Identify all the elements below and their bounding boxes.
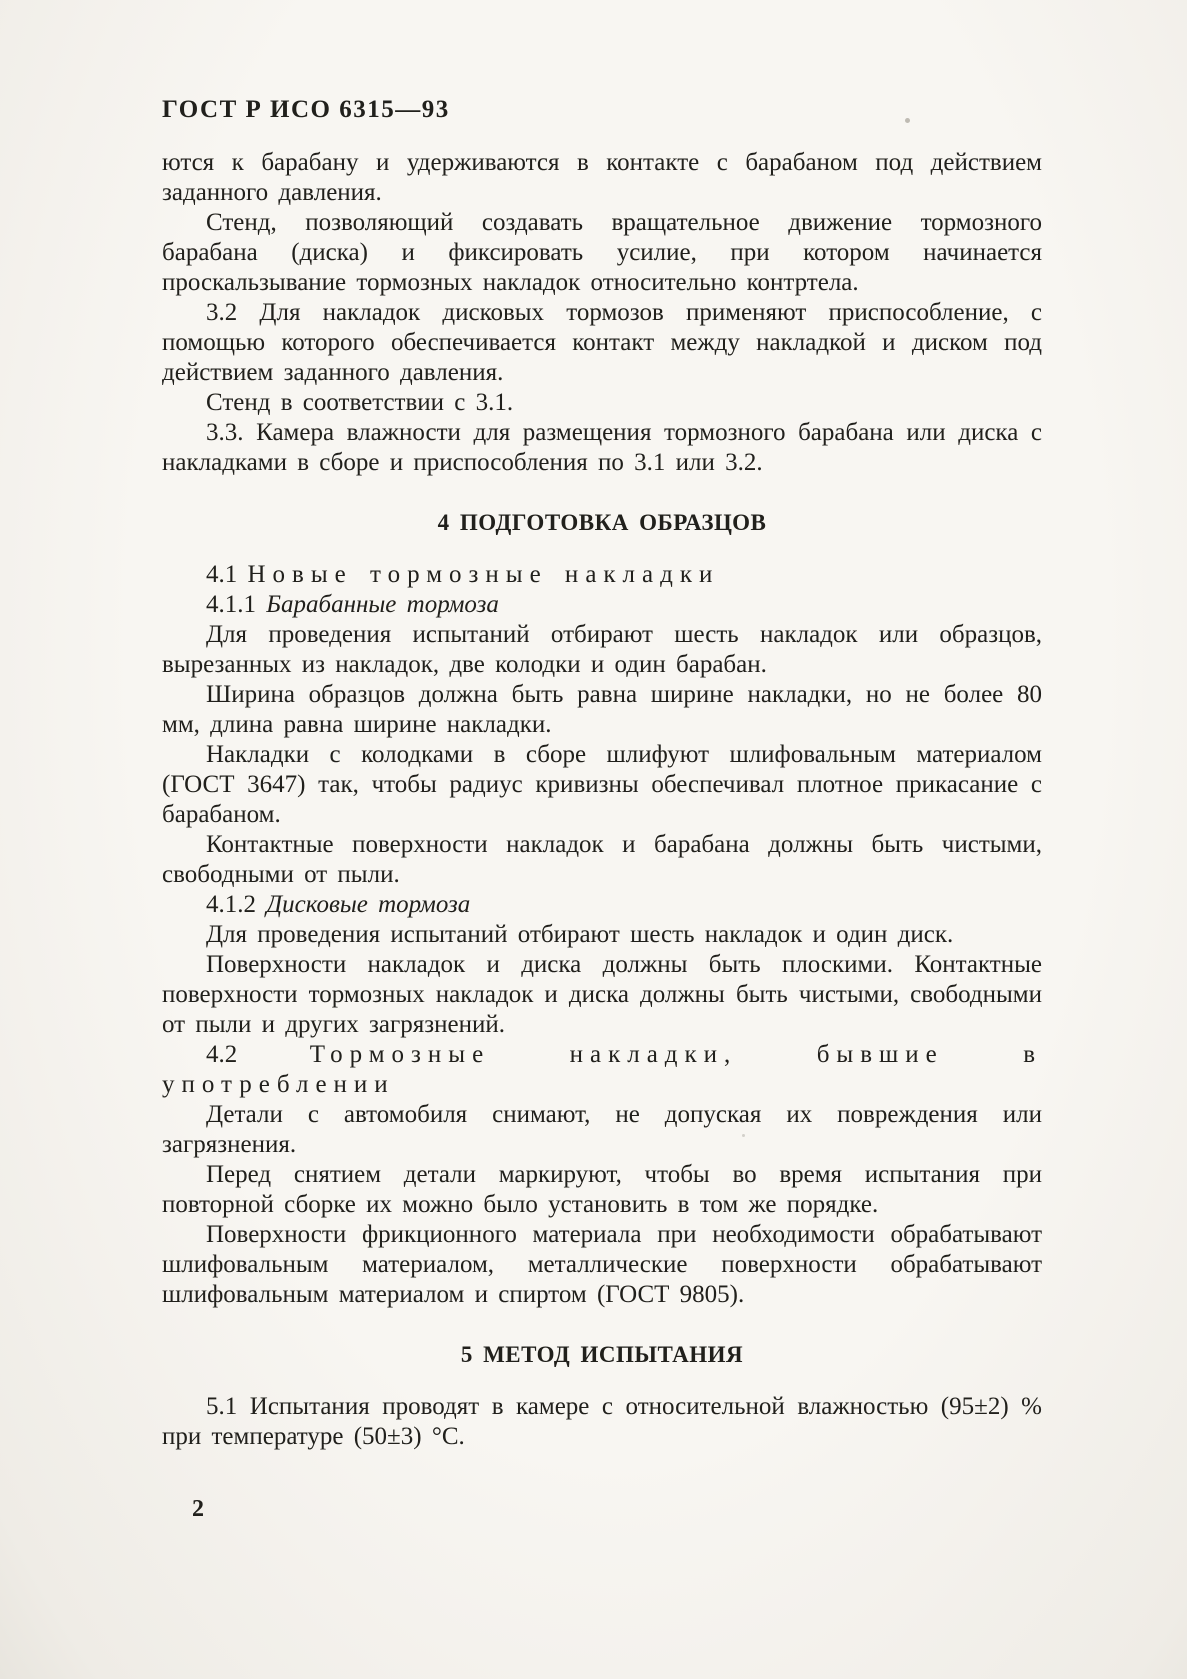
subsection-heading-4-1 xyxy=(162,560,1042,590)
clause-title: Тормозные накладки, бывшие в употреблении xyxy=(162,1041,1042,1098)
paragraph: Детали с автомобиля снимают, не допуская их повреждения или загрязнения. xyxy=(162,1101,1042,1158)
paragraph-clause-3-2: 3.2 Для накладок дисковых тормозов применяют приспособление, с помощью которого обеспечивается контакт между накладкой и диском под действием заданного давления. xyxy=(162,299,1042,386)
subsection-heading-4-1-1 xyxy=(162,590,1042,620)
clause-number: 4.1.1 xyxy=(206,591,256,618)
paragraph: Стенд в соответствии с 3.1. xyxy=(206,389,514,416)
paragraph-clause-3-3: 3.3. Камера влажности для размещения тормозного барабана или диска с накладками в сборе и приспособления по 3.1 или 3.2. xyxy=(162,419,1042,476)
paragraph: Поверхности накладок и диска должны быть плоскими. Контактные поверхности тормозных накладок и диска должны быть чистыми, свободными от пыли и других загрязнений. xyxy=(162,951,1042,1038)
paragraph: Для проведения испытаний отбирают шесть накладок и один диск. xyxy=(206,921,954,948)
clause-title: Барабанные тормоза xyxy=(266,591,499,618)
clause-number: 4.1 xyxy=(206,561,238,588)
clause-number: 4.2 xyxy=(206,1041,238,1068)
clause-title: Новые тормозные накладки xyxy=(247,561,720,588)
subsection-heading-4-1-2 xyxy=(162,890,1042,920)
scan-artifact xyxy=(905,118,910,123)
section-heading-4: 4 ПОДГОТОВКА ОБРАЗЦОВ xyxy=(437,510,767,535)
paragraph: Стенд, позволяющий создавать вращательное движение тормозного барабана (диска) и фиксировать усилие, при котором начинается проскальзывание тормозных накладок относительно контртела. xyxy=(162,209,1042,296)
paragraph: Контактные поверхности накладок и барабана должны быть чистыми, свободными от пыли. xyxy=(162,831,1042,888)
paragraph: Накладки с колодками в сборе шлифуют шлифовальным материалом (ГОСТ 3647) так, чтобы радиус кривизны обеспечивал плотное прикасание с барабаном. xyxy=(162,741,1042,828)
paragraph: Перед снятием детали маркируют, чтобы во время испытания при повторной сборке их можно было установить в том же порядке. xyxy=(162,1161,1042,1218)
document-content xyxy=(162,148,1042,1452)
paragraph: Ширина образцов должна быть равна ширине накладки, но не более 80 мм, длина равна ширине накладки. xyxy=(162,681,1042,738)
paragraph-clause-5-1: 5.1 Испытания проводят в камере с относительной влажностью (95±2) % при температуре (50±3) °С. xyxy=(162,1393,1042,1450)
paragraph-continuation: ются к барабану и удерживаются в контакте с барабаном под действием заданного давления. xyxy=(162,149,1042,206)
clause-title: Дисковые тормоза xyxy=(266,891,471,918)
document-code: ГОСТ Р ИСО 6315—93 xyxy=(162,96,450,123)
paragraph: Для проведения испытаний отбирают шесть накладок или образцов, вырезанных из накладок, две колодки и один барабан. xyxy=(162,621,1042,678)
page-number: 2 xyxy=(192,1496,204,1522)
section-heading-5: 5 МЕТОД ИСПЫТАНИЯ xyxy=(460,1342,744,1367)
subsection-heading-4-2 xyxy=(162,1040,1042,1100)
paragraph: Поверхности фрикционного материала при необходимости обрабатывают шлифовальным материалом, металлические поверхности обрабатывают шлифовальным материалом и спиртом (ГОСТ 9805). xyxy=(162,1221,1042,1308)
clause-number: 4.1.2 xyxy=(206,891,256,918)
scan-artifact xyxy=(742,1134,745,1137)
